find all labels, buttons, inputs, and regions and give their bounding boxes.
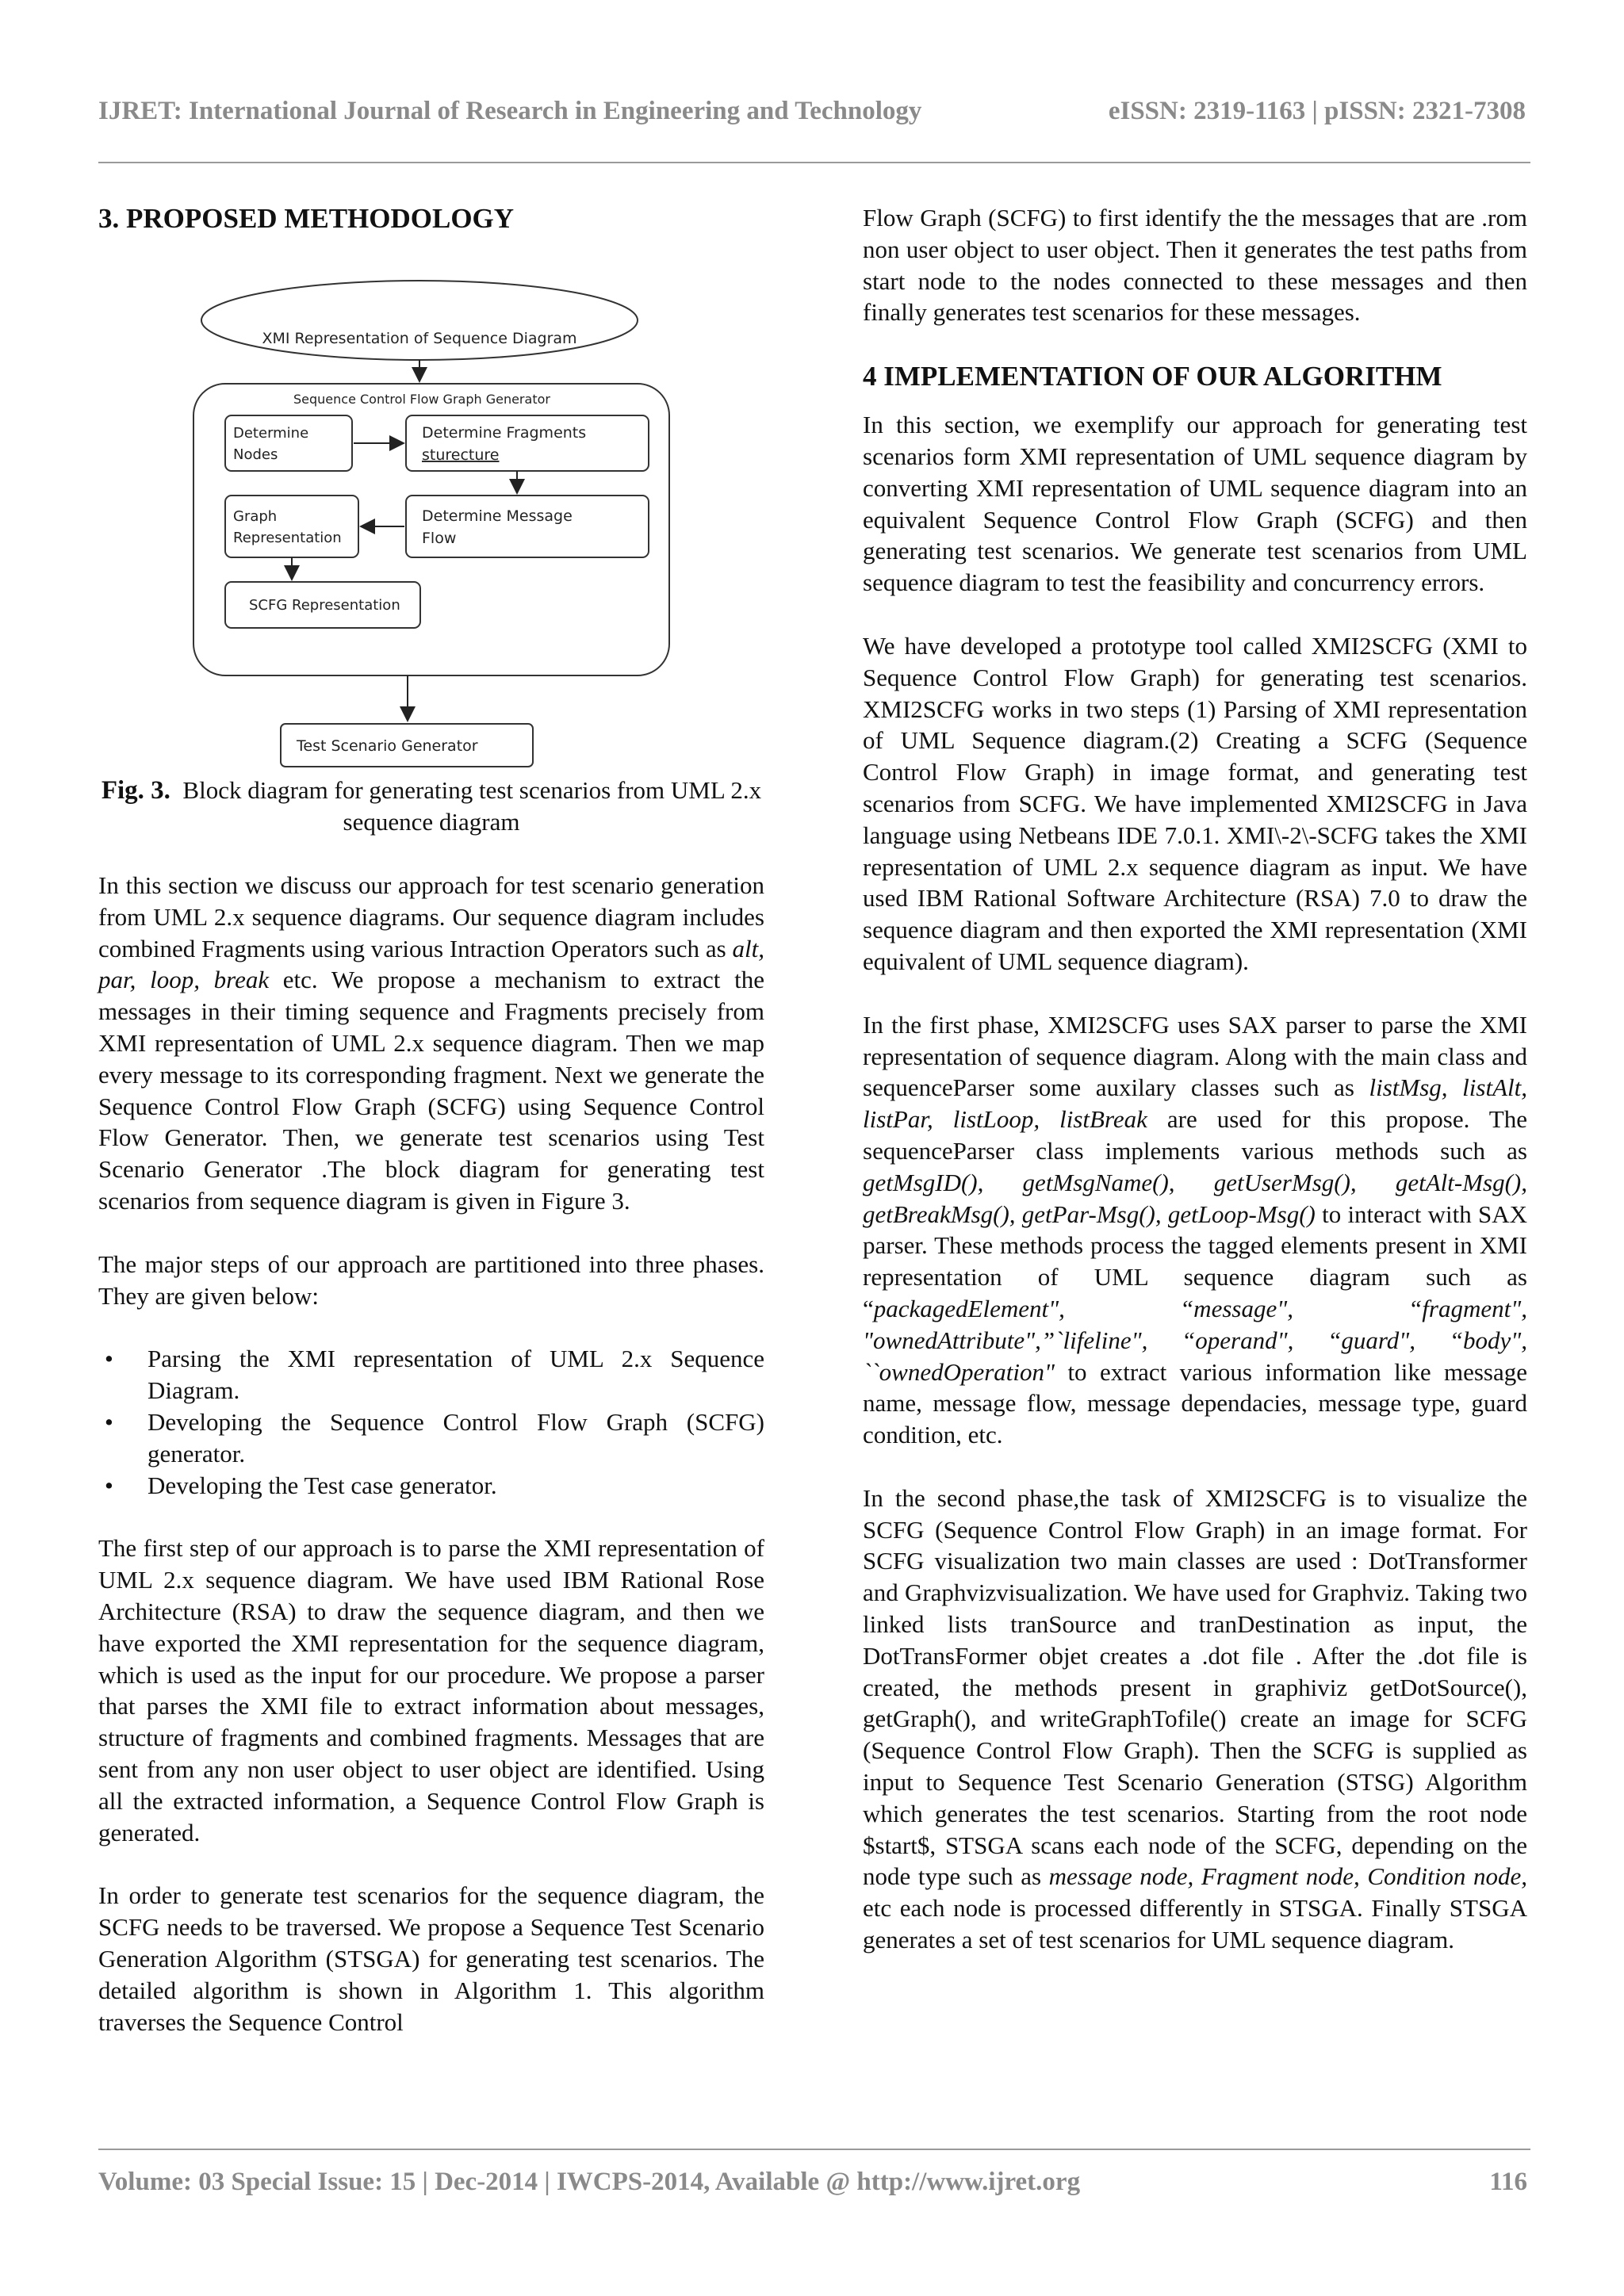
footer-volume: Volume: 03 Special Issue: 15 | Dec-2014 | IWCPS-2014, Available @ http://www.ijret.org [98, 2168, 1081, 2196]
left-paragraph-1: In this section we discuss our approach for test scenario generation from UML 2.x sequence diagrams. Our sequence diagram includes combined Fragments using various Intraction Operators such as alt, par, loop, break etc. We propose a mechanism to extract the messages in their timing sequence and Fragments precisely from XMI representation of UML 2.x sequence diagram. Then we map every message to its corresponding fragment. Next we generate the Sequence Control Flow Graph (SCFG) using Sequence Control Flow Generator. Then, we generate test scenarios using Test Scenario Generator .The block diagram for generating test scenarios from sequence diagram is given in Figure 3. [98, 871, 764, 1215]
determine-nodes-label-2: Nodes [233, 446, 278, 463]
determine-nodes-label: Determine [233, 425, 309, 442]
right-paragraph-3: In the first phase, XMI2SCFG uses SAX parser to parse the XMI representation of sequence diagram. Along with the main class and sequenceParser some auxilary classes such as listMsg, listAlt, listPar, listLoop, listBreak are used for this propose. The sequenceParser class implements various methods such as getMsgID(), getMsgName(), getUserMsg(), getAlt-Msg(), getBreakMsg(), getPar-Msg(), getLoop-Msg() to interact with SAX parser. These methods process the tagged elements present in XMI representation of UML sequence diagram such as “packagedElement", “message", “fragment", "ownedAttribute",”`lifeline", “operand", “guard", “body", ``ownedOperation" to extract various information like message name, message flow, message dependacies, message type, guard condition, etc. [863, 1010, 1527, 1449]
list-item: • Developing the Sequence Control Flow Graph (SCFG) generator. [98, 1406, 764, 1470]
left-paragraph-2: The major steps of our approach are partitioned into three phases. They are given below: [98, 1249, 764, 1310]
determine-fragments-label: Determine Fragments [422, 424, 587, 442]
left-paragraph-4: In order to generate test scenarios for the sequence diagram, the SCFG needs to be traversed. We propose a Sequence Test Scenario Generation Algorithm (STSGA) for generating test scenarios. The detailed algorithm is shown in Algorithm 1. This algorithm traverses the Sequence Control [98, 1881, 764, 2036]
graph-rep-label-2: Representation [233, 530, 342, 546]
scfg-rep-label: SCFG Representation [249, 597, 400, 614]
test-gen-label: Test Scenario Generator [297, 737, 478, 755]
group-label: Sequence Control Flow Graph Generator [293, 392, 550, 407]
journal-title: IJRET: International Journal of Research in Engineering and Technology [98, 97, 922, 125]
list-item: • Developing the Test case generator. [98, 1470, 764, 1502]
running-footer [98, 2168, 1527, 2197]
determine-message-flow-box [406, 496, 649, 557]
section-heading-3: 3. PROPOSED METHODOLOGY [98, 203, 515, 234]
determine-message-label: Determine Message [422, 507, 573, 525]
steps-list [98, 1343, 764, 1501]
determine-message-label-2: Flow [422, 530, 457, 547]
header-rule [98, 162, 1530, 163]
graph-representation-box [225, 496, 358, 557]
caption-label: Fig. 3. [101, 776, 170, 805]
figure-caption [98, 775, 764, 838]
right-paragraph-0: Flow Graph (SCFG) to first identify the the messages that are .rom non user object to user object. Then it generates the test paths from start node to the nodes connected to these messages and then finally generates test scenarios for these messages. [863, 204, 1527, 327]
left-paragraph-3: The first step of our approach is to parse the XMI representation of UML 2.x sequence diagram. We have used IBM Rational Rose Architecture (RSA) to draw the sequence diagram, and then we have exported the XMI representation for the sequence diagram, which is used as the input for our procedure. We propose a parser that parses the XMI file to extract information about messages, structure of fragments and combined fragments. Messages that are sent from any non user object to user object are identified. Using all the extracted information, a Sequence Control Flow Graph is generated. [98, 1534, 764, 1846]
running-header [98, 97, 1526, 126]
section-heading-4: 4 IMPLEMENTATION OF OUR ALGORITHM [863, 361, 1442, 392]
right-paragraph-4: In the second phase,the task of XMI2SCFG is to visualize the SCFG (Sequence Control Flow Graph) in an image format. For SCFG visualization two main classes are used : DotTransformer and Graphvizvisualization. We have used for Graphviz. Taking two linked lists tranSource and tranDestination as input, the DotTransFormer objet creates a .dot file . After the .dot file is created, the methods present in graphiviz getDotSource(), getGraph(), and writeGraphTofile() create an image for SCFG (Sequence Control Flow Graph). Then the SCFG is supplied as input to Sequence Test Scenario Generation (STSG) Algorithm which generates the test scenarios. Starting from the root node $start$, STSGA scans each node of the SCFG, depending on the node type such as message node, Fragment node, Condition node, etc each node is processed differently in STSGA. Finally STSGA generates a set of test scenarios for UML sequence diagram. [863, 1483, 1527, 1954]
xmi-ellipse [201, 281, 638, 360]
graph-rep-label: Graph [233, 508, 278, 525]
issn: eISSN: 2319-1163 | pISSN: 2321-7308 [1108, 97, 1526, 125]
right-column [863, 202, 1527, 1988]
footer-rule [98, 2149, 1530, 2150]
list-item: • Parsing the XMI representation of UML 2.x Sequence Diagram. [98, 1343, 764, 1406]
right-paragraph-2: We have developed a prototype tool called XMI2SCFG (XMI to Sequence Control Flow Graph) for generating test scenarios. XMI2SCFG works in two steps (1) Parsing of XMI representation of UML Sequence diagram.(2) Creating a SCFG (Sequence Control Flow Graph) in image format, and generating test scenarios from SCFG. We have implemented XMI2SCFG in Java language using Netbeans IDE 7.0.1. XMI\-2\-SCFG takes the XMI representation of UML 2.x sequence diagram as input. We have used IBM Rational Software Architecture (RSA) 7.0 to draw the sequence diagram and then exported the XMI representation (XMI equivalent of UML sequence diagram). [863, 631, 1527, 975]
caption-text: Block diagram for generating test scenarios from UML 2.x sequence diagram [182, 776, 762, 836]
determine-fragments-label-2: sturecture [422, 446, 500, 464]
page-number: 116 [1489, 2168, 1527, 2196]
right-paragraph-1: In this section, we exemplify our approach for generating test scenarios form XMI representation of UML sequence diagram by converting XMI representation of UML sequence diagram into an equivalent Sequence Control Flow Graph (SCFG) and then generating test scenarios. We generate test scenarios from UML sequence diagram to test the feasibility and concurrency errors. [863, 411, 1527, 597]
block-diagram [98, 259, 764, 775]
left-column [98, 202, 764, 2069]
xmi-ellipse-label: XMI Representation of Sequence Diagram [262, 330, 577, 347]
